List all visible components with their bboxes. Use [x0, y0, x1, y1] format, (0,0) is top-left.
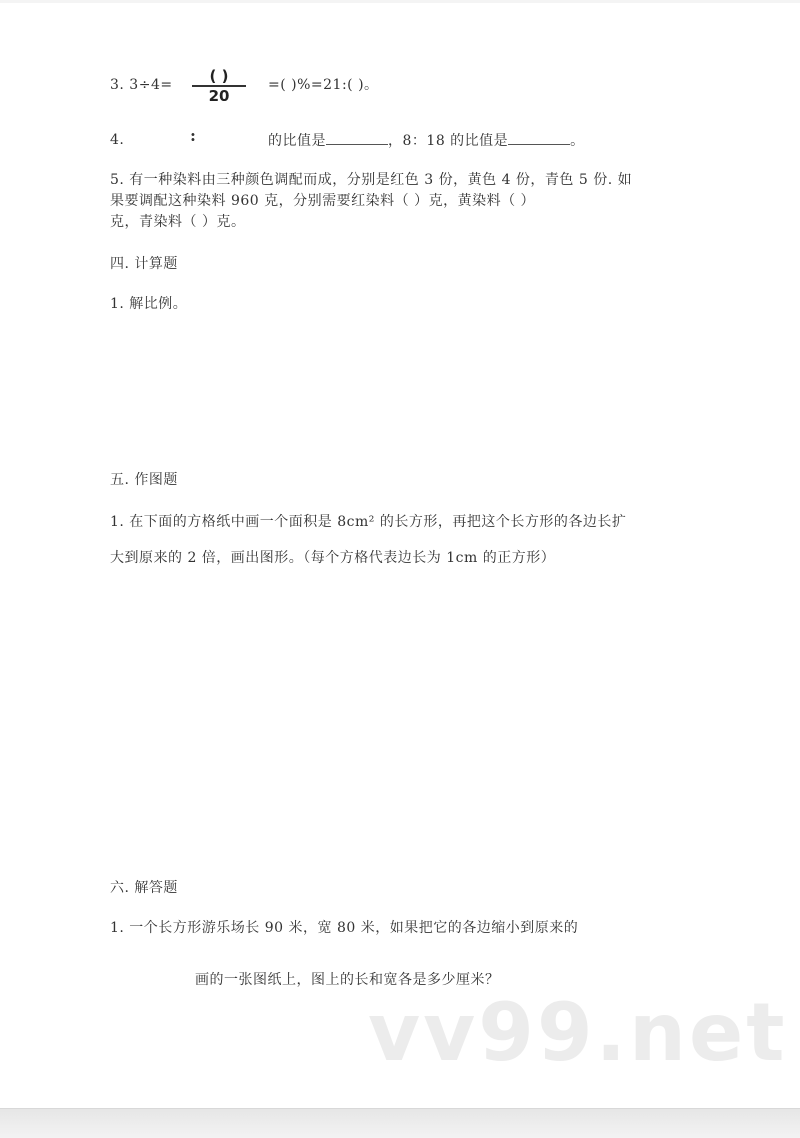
q4-number: 4.: [110, 132, 125, 148]
q5-line-2: 果要调配这种染料 960 克，分别需要红染料（ ）克，黄染料（ ）: [110, 193, 536, 209]
q5-line-3: 克，青染料（ ）克。: [110, 214, 246, 230]
section5-title: 五. 作图题: [110, 472, 178, 488]
watermark: vv99.net: [368, 986, 788, 1079]
q3-fraction-denominator: 20: [208, 87, 230, 105]
section5-q1-line-2: 大到原来的 2 倍，画出图形。（每个方格代表边长为 1cm 的正方形）: [110, 550, 556, 566]
q3-prefix: 3. 3÷4=: [110, 77, 173, 93]
q4-text: [268, 130, 585, 151]
section5-q1-line-1: 1. 在下面的方格纸中画一个面积是 8cm² 的长方形，再把这个长方形的各边长扩: [110, 514, 627, 530]
q4-colon: :: [190, 126, 196, 145]
q4-blank-1[interactable]: [326, 130, 388, 145]
page-bottom-edge: [0, 1108, 800, 1138]
q3-suffix: =( )%=21:( )。: [268, 77, 379, 93]
q5-line-1: 5. 有一种染料由三种颜色调配而成，分别是红色 3 份，黄色 4 份，青色 5 份. 如: [110, 172, 633, 188]
q3-fraction: [192, 68, 246, 104]
q4-mid2-text: ，8：18 的比值是: [388, 133, 509, 149]
section4-title: 四. 计算题: [110, 256, 178, 272]
section6-q1-line-1: 1. 一个长方形游乐场长 90 米，宽 80 米，如果把它的各边缩小到原来的: [110, 920, 579, 936]
q4-end-text: 。: [570, 133, 585, 149]
q3-fraction-numerator: ( ): [209, 67, 229, 85]
section6-title: 六. 解答题: [110, 880, 178, 896]
page-top-edge: [0, 0, 800, 3]
section6-q1-line-2: 画的一张图纸上，图上的长和宽各是多少厘米？: [195, 972, 500, 988]
section4-q1: 1. 解比例。: [110, 296, 188, 312]
q4-blank-2[interactable]: [508, 130, 570, 145]
q4-mid-text: 的比值是: [268, 133, 326, 149]
